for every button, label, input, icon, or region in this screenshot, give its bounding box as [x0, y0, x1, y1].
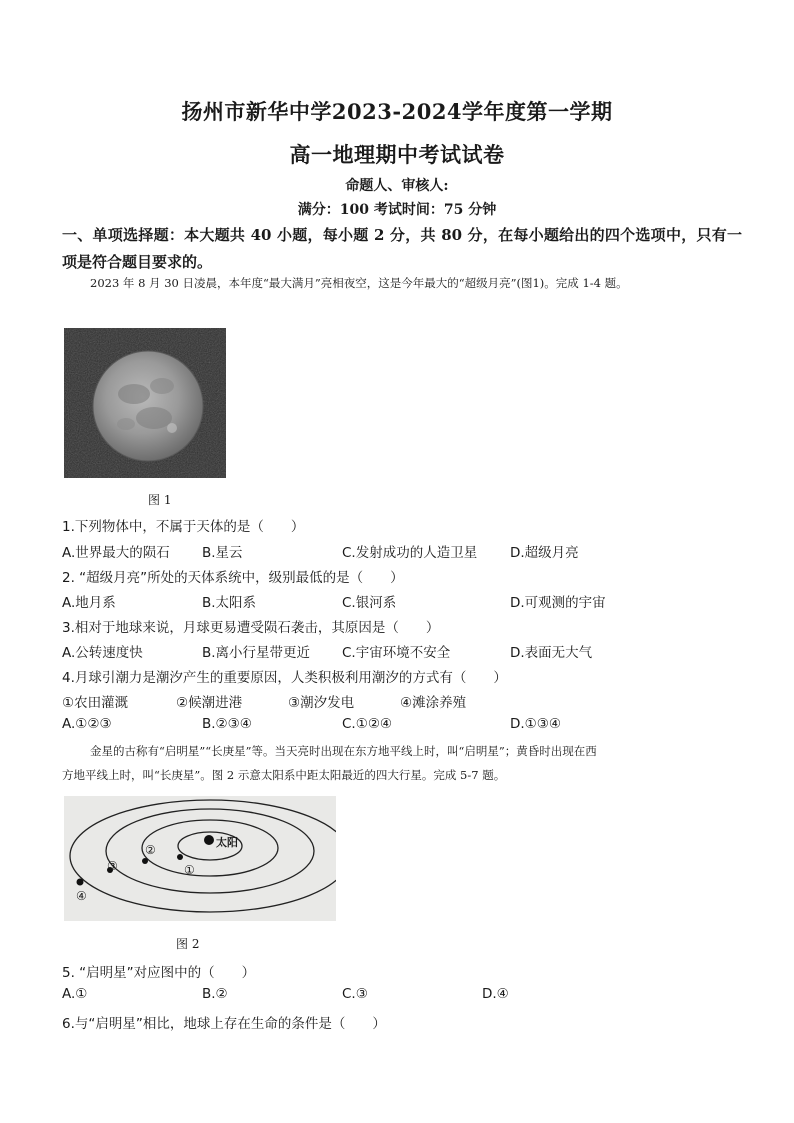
- q3-option-b: B.离小行星带更近: [202, 645, 311, 661]
- q4-item-3: ③潮汐发电: [288, 695, 355, 711]
- question-5-stem: 5. “启明星”对应图中的（ ）: [62, 965, 256, 981]
- q3-option-a: A.公转速度快: [62, 645, 143, 661]
- q2-option-b: B.太阳系: [202, 595, 257, 611]
- score-time-line: 满分：100 考试时间：75 分钟: [297, 202, 497, 218]
- q1-option-d: D.超级月亮: [510, 545, 579, 561]
- q1-option-c: C.发射成功的人造卫星: [342, 545, 478, 561]
- planet-1-label: ①: [184, 863, 195, 877]
- question-1-stem: 1.下列物体中，不属于天体的是（ ）: [62, 519, 305, 535]
- q4-option-a: A.①②③: [62, 716, 112, 732]
- sun-label: 太阳: [216, 836, 238, 849]
- figure-2-caption: 图 2: [176, 937, 200, 951]
- q2-option-a: A.地月系: [62, 595, 116, 611]
- question-6-stem: 6.与“启明星”相比，地球上存在生命的条件是（ ）: [62, 1016, 386, 1032]
- moon-icon: [64, 328, 226, 478]
- exam-subtitle: 高一地理期中考试试卷: [289, 142, 505, 167]
- q5-option-c: C.③: [342, 986, 368, 1002]
- figure-1-caption: 图 1: [148, 493, 172, 507]
- material-2-line-2: 方地平线上时，叫“长庚星”。图 2 示意太阳系中距太阳最近的四大行星。完成 5-7 题。: [62, 768, 506, 782]
- q4-option-c: C.①②④: [342, 716, 393, 732]
- sun-icon: [204, 835, 214, 845]
- q2-option-d: D.可观测的宇宙: [510, 595, 606, 611]
- figure-2-orbits-diagram: [64, 796, 336, 921]
- planet-3-label: ③: [107, 859, 118, 873]
- q4-item-1: ①农田灌溉: [62, 695, 129, 711]
- planet-1-icon: [177, 854, 183, 860]
- q4-item-2: ②候潮进港: [176, 695, 243, 711]
- question-2-stem: 2. “超级月亮”所处的天体系统中，级别最低的是（ ）: [62, 570, 404, 586]
- exam-title: 扬州市新华中学2023-2024学年度第一学期: [181, 99, 613, 124]
- q5-option-d: D.④: [482, 986, 509, 1002]
- q1-option-b: B.星云: [202, 545, 243, 561]
- material-1: 2023 年 8 月 30 日凌晨，本年度“最大满月”亮相夜空，这是今年最大的“超级月亮”(图1)。完成 1-4 题。: [90, 276, 628, 290]
- question-4-stem: 4.月球引潮力是潮汐产生的重要原因，人类积极利用潮汐的方式有（ ）: [62, 670, 507, 686]
- section-heading: 一、单项选择题：本大题共 40 小题，每小题 2 分，共 80 分，在每小题给出的四个选项中，只有一项是符合题目要求的。: [62, 226, 742, 271]
- figure-1-moon-photo: [64, 328, 226, 478]
- q5-option-b: B.②: [202, 986, 228, 1002]
- q2-option-c: C.银河系: [342, 595, 397, 611]
- authors-line: 命题人、审核人:: [345, 178, 449, 194]
- solar-system-diagram: [64, 796, 336, 921]
- planet-4-label: ④: [76, 889, 87, 903]
- q5-option-a: A.①: [62, 986, 88, 1002]
- planet-4-icon: [77, 879, 84, 886]
- planet-2-label: ②: [145, 843, 156, 857]
- material-2-line-1: 金星的古称有“启明星”“长庚星”等。当天亮时出现在东方地平线上时，叫“启明星”；黄昏时出现在西: [90, 744, 597, 758]
- planet-2-icon: [142, 858, 148, 864]
- q4-option-b: B.②③④: [202, 716, 252, 732]
- q3-option-c: C.宇宙环境不安全: [342, 645, 451, 661]
- q1-option-a: A.世界最大的陨石: [62, 545, 170, 561]
- q4-option-d: D.①③④: [510, 716, 561, 732]
- question-3-stem: 3.相对于地球来说，月球更易遭受陨石袭击，其原因是（ ）: [62, 620, 440, 636]
- q4-item-4: ④滩涂养殖: [400, 695, 467, 711]
- q3-option-d: D.表面无大气: [510, 645, 593, 661]
